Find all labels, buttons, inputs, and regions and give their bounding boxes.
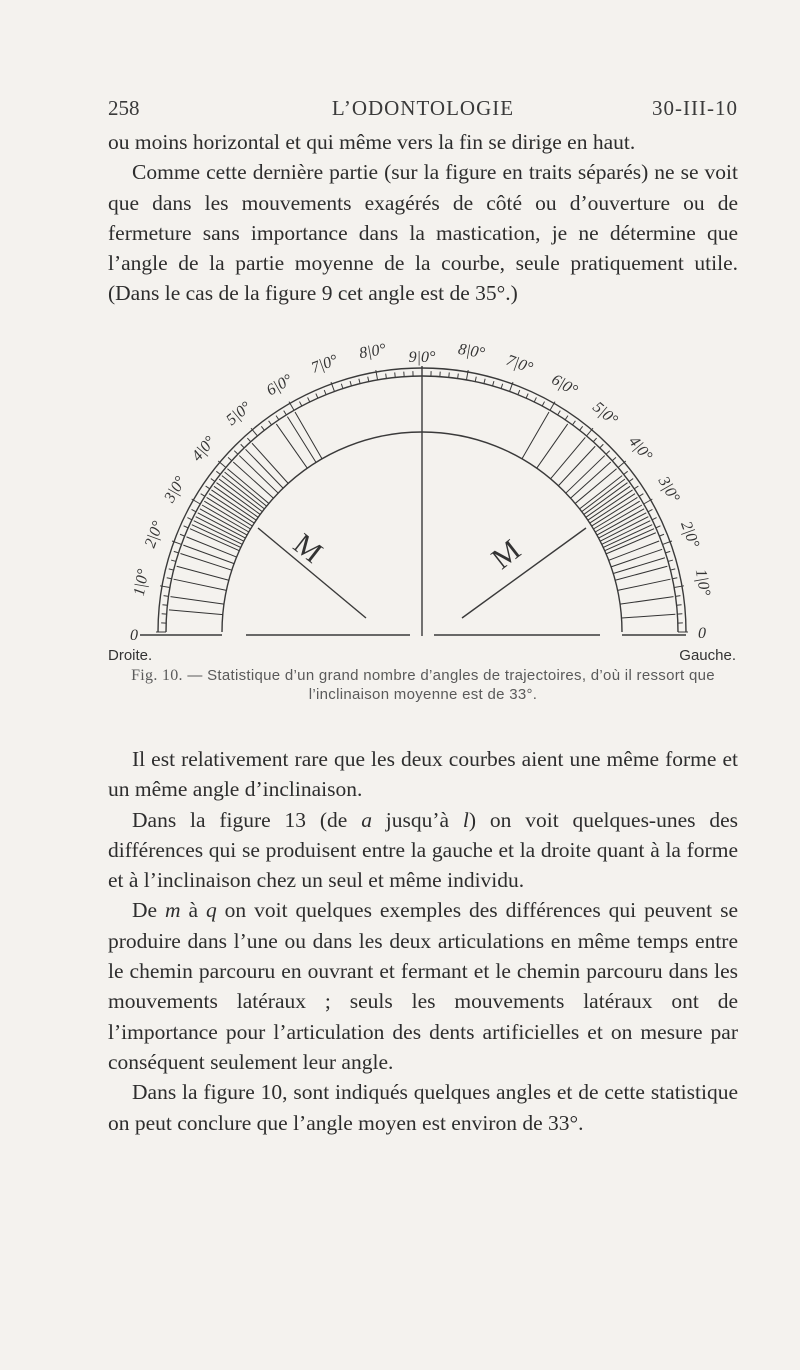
- scale-tick: [350, 381, 351, 386]
- scale-label-right: 4|0°: [625, 433, 656, 465]
- scale-label-right: 3|0°: [654, 473, 683, 506]
- p3-text-a: De: [132, 898, 166, 923]
- trajectory-line-left: [246, 449, 284, 488]
- trajectory-line-left: [180, 554, 231, 571]
- journal-title: L’ODONTOLOGIE: [331, 96, 515, 120]
- trajectory-line-left: [174, 579, 227, 590]
- scale-tick: [316, 394, 318, 399]
- scale-tick: [565, 416, 568, 420]
- scale-tick: [518, 390, 520, 395]
- scale-tick: [618, 461, 626, 467]
- scale-label-left: 5|0°: [223, 398, 255, 429]
- trajectory-line-right: [566, 456, 605, 494]
- label-droite: Droite.: [108, 647, 153, 664]
- trajectory-line-right: [615, 566, 667, 580]
- trajectory-line-left: [222, 476, 265, 509]
- scale-tick: [580, 426, 583, 430]
- text-block-top: [108, 127, 738, 309]
- p2-text-a: Dans la figure 13 (de: [132, 807, 362, 832]
- trajectory-line-left: [186, 537, 236, 557]
- scale-tick: [672, 578, 677, 579]
- scale-tick: [587, 428, 593, 436]
- trajectory-line-left: [170, 597, 223, 605]
- scale-label-top: 9|0°: [408, 349, 436, 366]
- issue-date: 30-III-10: [652, 96, 738, 120]
- scale-tick: [216, 471, 220, 474]
- figure-caption: [108, 666, 738, 704]
- p3-text-b: à: [180, 898, 206, 923]
- scale-tick: [600, 444, 603, 448]
- trajectory-line-right: [558, 446, 595, 485]
- p2-var-l: l: [462, 807, 469, 832]
- scale-tick: [665, 551, 670, 553]
- scale-tick: [206, 486, 210, 489]
- trajectory-line-right: [622, 614, 676, 618]
- scale-label-left: 2|0°: [141, 519, 167, 551]
- scale-tick: [241, 444, 244, 448]
- trajectory-line-left: [233, 462, 273, 498]
- p3-var-m: m: [165, 898, 181, 923]
- scale-tick: [164, 596, 169, 597]
- scale-label-right: 5|0°: [589, 398, 621, 429]
- running-header: [108, 96, 738, 126]
- scale-tick: [659, 534, 664, 536]
- scale-label-left: 3|0°: [161, 473, 190, 506]
- scale-tick: [593, 438, 596, 442]
- scale-tick: [475, 377, 476, 382]
- trajectory-line-left: [217, 483, 261, 515]
- paragraph-figure-10-conclusion: Dans la figure 10, sont indiqués quelques angles et de cette statistique on peut conclure que l’angle moyen est environ de 33°.: [108, 1080, 738, 1135]
- scale-label-left: 6|0°: [263, 371, 296, 400]
- end-mark-left: 0: [130, 627, 138, 644]
- caption-text: — Statistique d’un grand nombre d’angles de trajectoires, d’où il ressort que l’inclinaison moyenne est de 33°.: [182, 667, 715, 703]
- scale-label-left: 8|0°: [357, 340, 388, 363]
- scale-tick: [269, 421, 272, 425]
- paragraph-rare-curves: Il est relativement rare que les deux courbes aient une même forme et un même angle d’inclinaison.: [108, 747, 738, 802]
- trajectory-line-left: [276, 424, 307, 468]
- trajectory-line-left: [227, 469, 268, 504]
- scale-tick: [299, 402, 301, 406]
- scale-tick: [542, 402, 544, 406]
- trajectory-line-left: [177, 566, 229, 580]
- scale-tick: [572, 421, 575, 425]
- trajectory-line-right: [584, 483, 628, 515]
- trajectory-line-left: [252, 443, 288, 483]
- scale-tick: [184, 526, 189, 528]
- trajectory-line-right: [586, 486, 630, 517]
- scale-label-left: 1|0°: [130, 567, 153, 598]
- scale-tick: [624, 471, 628, 474]
- scale-tick: [534, 397, 536, 401]
- scale-tick: [201, 494, 205, 497]
- scale-tick: [211, 479, 215, 482]
- trajectory-line-right: [618, 579, 671, 590]
- trajectory-line-right: [571, 462, 611, 498]
- trajectory-line-left: [214, 486, 258, 517]
- scale-tick: [634, 486, 638, 489]
- scale-tick: [167, 578, 172, 579]
- mean-line-right: [462, 528, 586, 618]
- p3-var-q: q: [205, 898, 217, 923]
- scale-label-right: 2|0°: [677, 519, 703, 551]
- scale-tick: [251, 428, 257, 436]
- scale-tick: [612, 457, 616, 460]
- trajectory-line-right: [606, 533, 656, 554]
- trajectory-line-left: [239, 456, 278, 494]
- trajectory-line-right: [575, 469, 616, 504]
- scale-tick: [639, 494, 643, 497]
- trajectory-line-right: [551, 437, 586, 478]
- scale-tick: [493, 381, 494, 386]
- text-block-bottom: [108, 744, 738, 1138]
- scale-tick: [171, 560, 176, 561]
- scale-tick: [668, 560, 673, 561]
- scale-tick: [656, 526, 661, 528]
- scale-label-right: 6|0°: [548, 371, 581, 400]
- trajectory-line-right: [613, 558, 665, 574]
- caption-figure-ref: Fig. 10.: [131, 667, 183, 684]
- scale-tick: [606, 451, 610, 454]
- paragraph-continuation: ou moins horizontal et qui même vers la fin se dirige en haut.: [108, 130, 636, 154]
- scale-tick: [169, 569, 174, 570]
- trajectory-line-left: [169, 610, 223, 615]
- trajectory-line-right: [537, 424, 568, 468]
- scale-label-right: 7|0°: [503, 351, 535, 377]
- letter-m-left: M: [287, 527, 329, 570]
- scale-label-left: 7|0°: [309, 351, 341, 377]
- scale-tick: [676, 596, 681, 597]
- paragraph-figure-13: [108, 805, 738, 896]
- scale-tick: [276, 416, 279, 420]
- scale-tick: [359, 379, 360, 384]
- scale-tick: [308, 397, 310, 401]
- scale-tick: [187, 518, 191, 520]
- figure-10: [108, 340, 740, 670]
- scale-label-right: 8|0°: [456, 340, 487, 363]
- scale-tick: [234, 451, 238, 454]
- letter-m-right: M: [485, 533, 527, 576]
- scale-tick: [324, 390, 326, 395]
- trajectory-line-right: [611, 549, 662, 567]
- paragraph-m-to-q: [108, 895, 738, 1077]
- paragraph-angle-method: Comme cette dernière partie (sur la figure en traits séparés) ne se voit que dans les mouvements exagérés de côté ou d’ouverture ou de fermeture sans importance dans la mastication, je ne détermine que l’angle de la partie moyenne de la courbe, seule pratiquement utile. (Dans le cas de la figure 9 cet angle est de 35°.): [108, 160, 738, 306]
- scale-tick: [670, 569, 675, 570]
- p2-var-a: a: [361, 807, 372, 832]
- scale-tick: [652, 518, 656, 520]
- p2-text-c: ) on voit quelques-unes des différences qui se produisent entre la gauche et la droite quant à la forme et à l’inclinaison chez un seul et même individu.: [108, 807, 738, 893]
- trajectory-line-right: [580, 476, 623, 509]
- scale-tick: [247, 438, 250, 442]
- scale-tick: [162, 605, 167, 606]
- end-mark-right: 0: [698, 625, 706, 642]
- scale-tick: [228, 457, 232, 460]
- scale-tick: [261, 426, 264, 430]
- p2-text-b: jusqu’à: [371, 807, 463, 832]
- scale-tick: [449, 372, 450, 377]
- scale-label-right: 1|0°: [691, 567, 714, 598]
- scale-tick: [174, 551, 179, 553]
- trajectory-line-left: [225, 472, 267, 506]
- page-number: 258: [108, 96, 140, 120]
- scale-tick: [180, 534, 185, 536]
- p3-text-c: on voit quelques exemples des différences qui peuvent se produire dans l’une ou dans les deux articulations en même temps entre le chemin parcouru en ouvrant et fermant et le chemin parcouru dans les mouvements latéraux ; seuls les mouvements latéraux ont de l’importance pour l’articulation des dents artificielles et on mesure par conséquent seulement leur angle.: [108, 898, 738, 1074]
- trajectory-line-right: [522, 412, 549, 459]
- trajectory-line-left: [183, 545, 234, 563]
- scale-tick: [368, 377, 369, 382]
- scale-tick: [218, 461, 226, 467]
- angle-statistics-diagram: [108, 340, 740, 670]
- trajectory-line-right: [620, 597, 673, 605]
- scale-tick: [648, 509, 652, 511]
- trajectory-line-right: [609, 541, 659, 560]
- scale-tick: [395, 372, 396, 377]
- scale-tick: [501, 384, 503, 389]
- scale-tick: [558, 411, 561, 415]
- scale-tick: [629, 479, 633, 482]
- scale-tick: [526, 394, 528, 399]
- trajectory-line-left: [219, 479, 262, 511]
- scale-tick: [677, 605, 682, 606]
- scale-tick: [192, 509, 196, 511]
- trajectory-line-right: [582, 479, 625, 511]
- label-gauche: Gauche.: [679, 647, 736, 664]
- scale-label-left: 4|0°: [188, 433, 219, 465]
- scale-tick: [284, 411, 287, 415]
- scale-tick: [458, 374, 459, 379]
- scale-tick: [341, 384, 343, 389]
- scale-tick: [484, 379, 485, 384]
- scale-tick: [386, 374, 387, 379]
